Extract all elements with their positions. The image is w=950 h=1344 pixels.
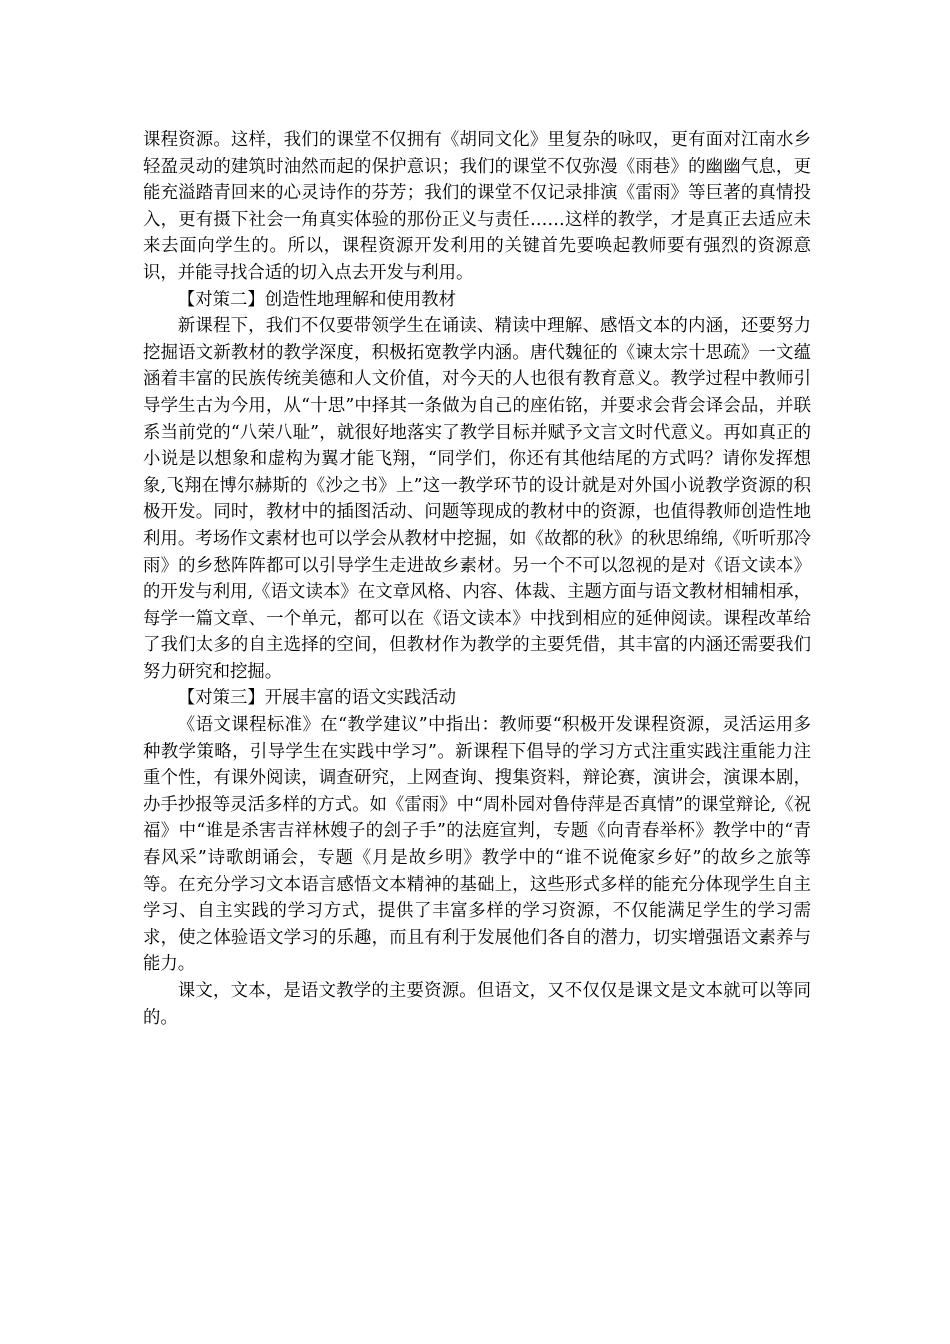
paragraph-course-resources: 课程资源。这样，我们的课堂不仅拥有《胡同文化》里复杂的咏叹，更有面对江南水乡轻盈灵动的建筑时油然而起的保护意识；我们的课堂不仅弥漫《雨巷》的幽幽气息，更能充溢踏青回来的心灵诗作的芬芳；我们的课堂不仅记录排演《雷雨》等巨著的真情投入，更有摄下社会一角真实体验的那份正义与责任……这样的教学，才是真正去适应未来去面向学生的。所以，课程资源开发利用的关键首先要唤起教师要有强烈的资源意识，并能寻找合适的切入点去开发与利用。 [143,130,811,283]
paragraph-strategy-three: 《语文课程标准》在“教学建议”中指出：教师要“积极开发课程资源，灵活运用多种教学策略，引导学生在实践中学习”。新课程下倡导的学习方式注重实践注重能力注重个性，有课外阅读，调查研究，上网查询、搜集资料，辩论赛，演讲会，演课本剧，办手抄报等灵活多样的方式。如《雷雨》中“周朴园对鲁侍萍是否真情”的课堂辩论,《祝福》中“谁是杀害吉祥林嫂子的刽子手”的法庭宣判，专题《向青春举杯》教学中的“青春风采”诗歌朗诵会，专题《月是故乡明》教学中的“谁不说俺家乡好”的故乡之旅等等。在充分学习文本语言感悟文本精神的基础上，这些形式多样的能充分体现学生自主学习、自主实践的学习方式，提供了丰富多样的学习资源，不仅能满足学生的学习需求，使之体验语文学习的乐趣，而且有利于发展他们各自的潜力，切实增强语文素养与能力。 [143,715,811,975]
paragraph-strategy-two: 新课程下，我们不仅要带领学生在诵读、精读中理解、感悟文本的内涵，还要努力挖掘语文新教材的教学深度，积极拓宽教学内涵。唐代魏征的《谏太宗十思疏》一文蕴涵着丰富的民族传统美德和人文价值，对今天的人也很有教育意义。教学过程中教师引导学生古为今用，从“十思”中择其一条做为自己的座佑铭，并要求会背会译会品，并联系当前党的“八荣八耻”，就很好地落实了教学目标并赋予文言文时代意义。再如真正的小说是以想象和虚构为翼才能飞翔，“同学们，你还有其他结尾的方式吗？请你发挥想象,飞翔在博尔赫斯的《沙之书》上”这一教学环节的设计就是对外国小说教学资源的积极开发。同时，教材中的插图活动、问题等现成的教材中的资源，也值得教师创造性地利用。考场作文素材也可以学会从教材中挖掘，如《故都的秋》的秋思绵绵,《听听那冷雨》的乡愁阵阵都可以引导学生走进故乡素材。另一个不可以忽视的是对《语文读本》的开发与利用,《语文读本》在文章风格、内容、体裁、主题方面与语文教材相辅相承，每学一篇文章、一个单元，都可以在《语文读本》中找到相应的延伸阅读。课程改革给了我们太多的自主选择的空间，但教材作为教学的主要凭借，其丰富的内涵还需要我们努力研究和挖掘。 [143,316,811,682]
heading-strategy-three: 【对策三】开展丰富的语文实践活动 [177,688,457,709]
heading-strategy-two: 【对策二】创造性地理解和使用教材 [177,289,457,310]
body-text [143,127,811,1031]
paragraph-conclusion: 课文，文本，是语文教学的主要资源。但语文，又不仅仅是课文是文本就可以等同的。 [143,981,811,1028]
